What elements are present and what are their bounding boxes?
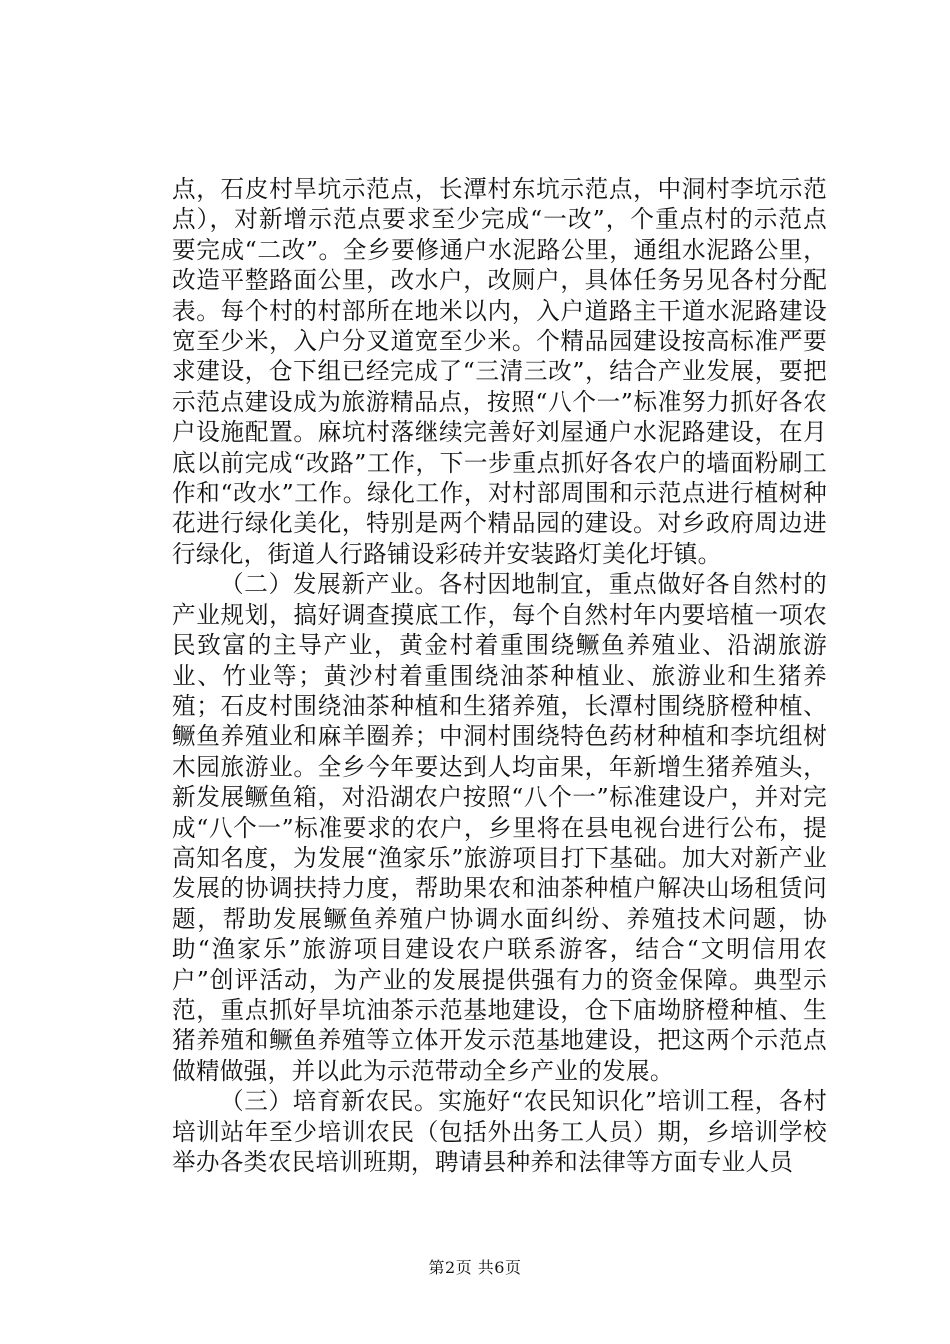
paragraph-continued: 点，石皮村旱坑示范点，长潭村东坑示范点，中洞村李坑示范点），对新增示范点要求至少完成“一改”，个重点村的示范点要完成“二改”。全乡要修通户水泥路公里，通组水泥路公里，改造平整路面公里，改水户，改厕户，具体任务另见各村分配表。每个村的村部所在地米以内，入户道路主干道水泥路建设宽至少米，入户分叉道宽至少米。个精品园建设按高标准严要求建设，仓下组已经完成了“三清三改”，结合产业发展，要把示范点建设成为旅游精品点，按照“八个一”标准努力抓好各农户设施配置。麻坑村落继续完善好刘屋通户水泥路建设，在月底以前完成“改路”工作，下一步重点抓好各农户的墙面粉刷工作和“改水”工作。绿化工作，对村部周围和示范点进行植树种花进行绿化美化，特别是两个精品园的建设。对乡政府周边进行绿化，街道人行路铺设彩砖并安装路灯美化圩镇。 (172, 175, 827, 568)
paragraph-new-industry: （二）发展新产业。各村因地制宜，重点做好各自然村的产业规划，搞好调查摸底工作，每个自然村年内要培植一项农民致富的主导产业，黄金村着重围绕鳜鱼养殖业、沿湖旅游业、竹业等；黄沙村着重围绕油茶种植业、旅游业和生猪养殖；石皮村围绕油茶种植和生猪养殖，长潭村围绕脐橙种植、鳜鱼养殖业和麻羊圈养；中洞村围绕特色药材种植和李坑组树木园旅游业。全乡今年要达到人均亩果，年新增生猪养殖头，新发展鳜鱼箱，对沿湖农户按照“八个一”标准建设户，并对完成“八个一”标准要求的农户，乡里将在县电视台进行公布，提高知名度，为发展“渔家乐”旅游项目打下基础。加大对新产业发展的协调扶持力度，帮助果农和油茶种植户解决山场租赁问题，帮助发展鳜鱼养殖户协调水面纠纷、养殖技术问题，协助“渔家乐”旅游项目建设农户联系游客，结合“文明信用农户”创评活动，为产业的发展提供强有力的资金保障。典型示范，重点抓好旱坑油茶示范基地建设，仓下庙坳脐橙种植、生猪养殖和鳜鱼养殖等立体开发示范基地建设，把这两个示范点做精做强，并以此为示范带动全乡产业的发展。 (172, 570, 827, 1085)
paragraph-new-farmers: （三）培育新农民。实施好“农民知识化”培训工程，各村培训站年至少培训农民（包括外出务工人员）期，乡培训学校举办各类农民培训班期，聘请县种养和法律等方面专业人员 (172, 1087, 827, 1176)
document-body (172, 174, 827, 1177)
page-number-footer: 第2页 共6页 (428, 1258, 522, 1277)
